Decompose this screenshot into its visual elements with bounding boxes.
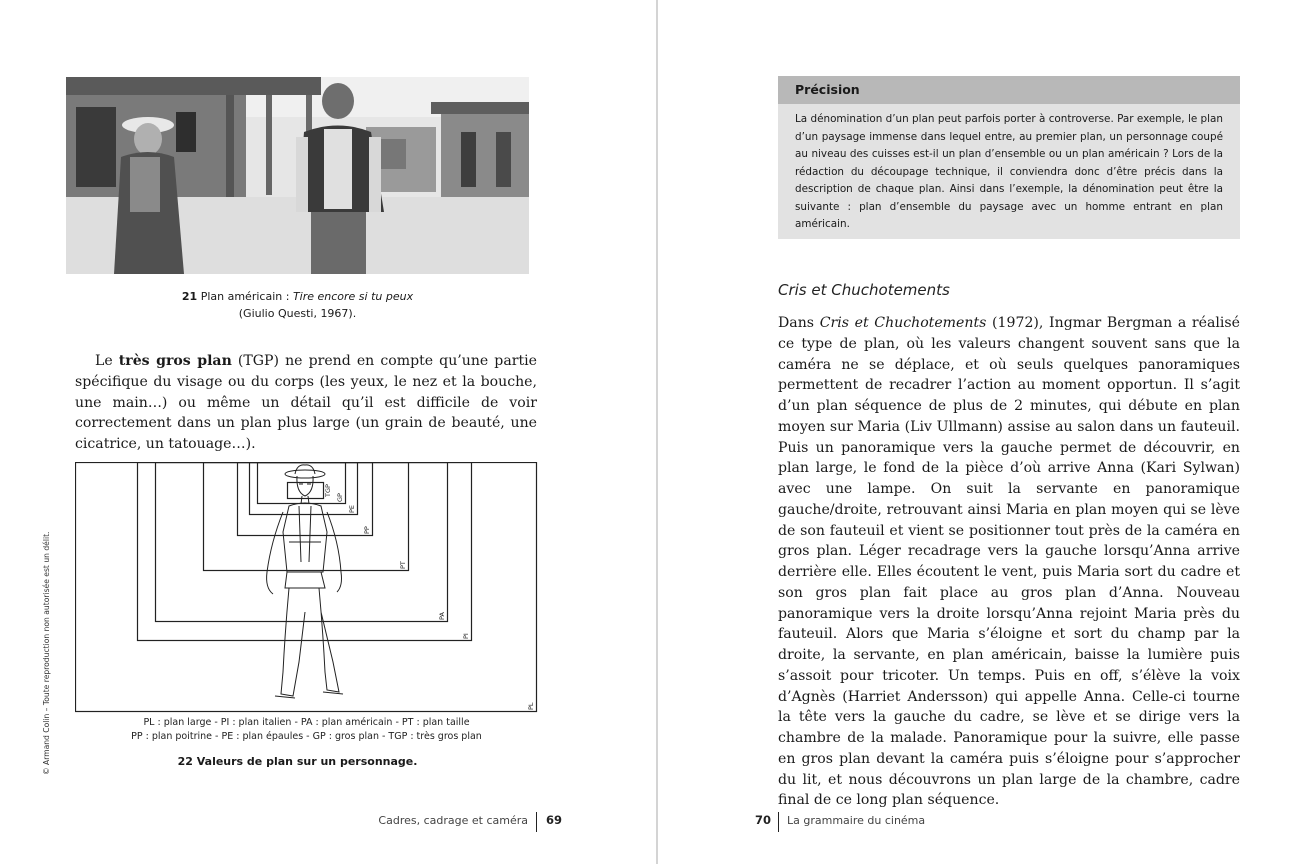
diagram-caption-number: 22 [177,755,193,768]
footer-running-head-left: Cadres, cadrage et caméra [378,814,528,827]
label-tgp: TGP [324,484,332,497]
caption-number: 21 [181,290,198,303]
frame-pt [204,463,409,571]
label-pl: PL [527,702,535,710]
legend-line-2: PP : plan poitrine - PE : plan épaules - GP : gros plan - TGP : très gros plan [131,730,482,742]
frame-pl [76,463,537,712]
precision-text: La dénomination d’un plan peut parfois porter à controverse. Par exemple, le plan d’un paysage immense dans lequel entre, au premier plan, un personnage coupé au niveau des cuisses est-il un plan d’ensemble ou un plan américain ? Lors de la rédaction du découpage technique, il conviendra donc d’être précis dans la description de chaque plan. Ainsi dans l’exemple, la dénomination peut être la suivante : plan d’ensemble du paysage avec un homme entrant en plan américain. [795,113,1223,230]
left-page [0,0,656,864]
label-gp: GP [336,493,344,502]
paragraph-lead: Le [95,353,119,369]
page-number-left: 69 [546,813,563,827]
film-still-image [66,77,529,274]
caption-label: Plan américain : [200,290,290,303]
body-paragraph-tgp [75,351,537,455]
right-page [658,0,1316,864]
term-tres-gros-plan: très gros plan [118,353,232,369]
film-still-photo [66,77,529,274]
diagram-legend [75,716,538,743]
shot-scale-diagram [75,462,538,713]
precision-title: Précision [778,76,1240,104]
body-paragraph-bergman [778,313,1240,811]
label-pa: PA [438,612,446,620]
diagram-caption [66,753,529,770]
photo-caption [66,288,529,322]
label-pi: PI [462,633,470,639]
caption-credit: (Giulio Questi, 1967). [238,307,357,320]
cowboy-figure-drawing [267,465,343,698]
paragraph-rest-right: (1972), Ingmar Bergman a réalisé ce type de plan, où les valeurs changent souvent sans que la caméra ne se déplace, et où seuls quelques panoramiques permettent de recadrer l’action au moment opportun. Il s’agit d’un plan séquence de plus de 2 minutes, qui débute en plan moyen sur Maria (Liv Ullmann) assise au salon dans un fauteuil. Puis un panoramique vers la gauche permet de découvrir, en plan large, le fond de la pièce d’où arrive Anna (Kari Sylwan) avec une lampe. On suit la servante en panoramique gauche/droite, retrouvant ainsi Maria en plan moyen qui se lève de son fauteuil et vient se positionner tout près de la caméra en gros plan. Léger recadrage vers la gauche lorsqu’Anna arrive derrière elle. Elles écoutent le vent, puis Maria sort du cadre et son gros plan fait place au gros plan d’Anna. Nouveau panoramique vers la droite lorsqu’Anna rejoint Maria près du fauteuil. Alors que Maria s’éloigne et sort du champ par la droite, la servante, en plan américain, baisse la lumière puis s’assoit pour tricoter. Un temps. Puis en off, s’élève la voix d’Agnès (Harriet Andersson) qui appelle Anna. Celle-ci tourne la tête vers la gauche du cadre, se lève et se dirige vers la chambre de la malade. Panoramique pour la suivre, elle passe en gros plan devant la caméra puis s’éloigne pour s’approcher du lit, et nous découvrons un plan large de la chambre, cadre final de ce long plan séquence. [778,315,1240,809]
section-title: Cris et Chuchotements [778,281,950,299]
footer-divider-right [778,812,779,832]
precision-box [778,76,1240,239]
footer-running-head-right: La grammaire du cinéma [787,814,926,827]
diagram-caption-text: Valeurs de plan sur un personnage. [196,755,418,768]
label-pp: PP [363,526,371,534]
page-number-right: 70 [755,813,772,827]
label-pe: PE [348,504,356,513]
caption-film-title: Tire encore si tu peux [292,290,414,303]
legend-line-1: PL : plan large - PI : plan italien - PA : plan américain - PT : plan taille [143,717,470,728]
paragraph-lead-right: Dans [778,315,820,331]
label-pt: PT [399,561,407,569]
paragraph-rest: (TGP) ne prend en compte qu’une partie spécifique du visage ou du corps (les yeux, le nez et la bouche, une main…) ou même un détail qu’il est difficile de voir correctement dans un plan plus large (un grain de beauté, une cicatrice, un tatouage…). [75,353,537,453]
footer-divider-left [536,812,537,832]
copyright-notice: © Armand Colin – Toute reproduction non autorisée est un délit. [42,531,51,775]
film-title-inline: Cris et Chuchotements [819,315,987,331]
